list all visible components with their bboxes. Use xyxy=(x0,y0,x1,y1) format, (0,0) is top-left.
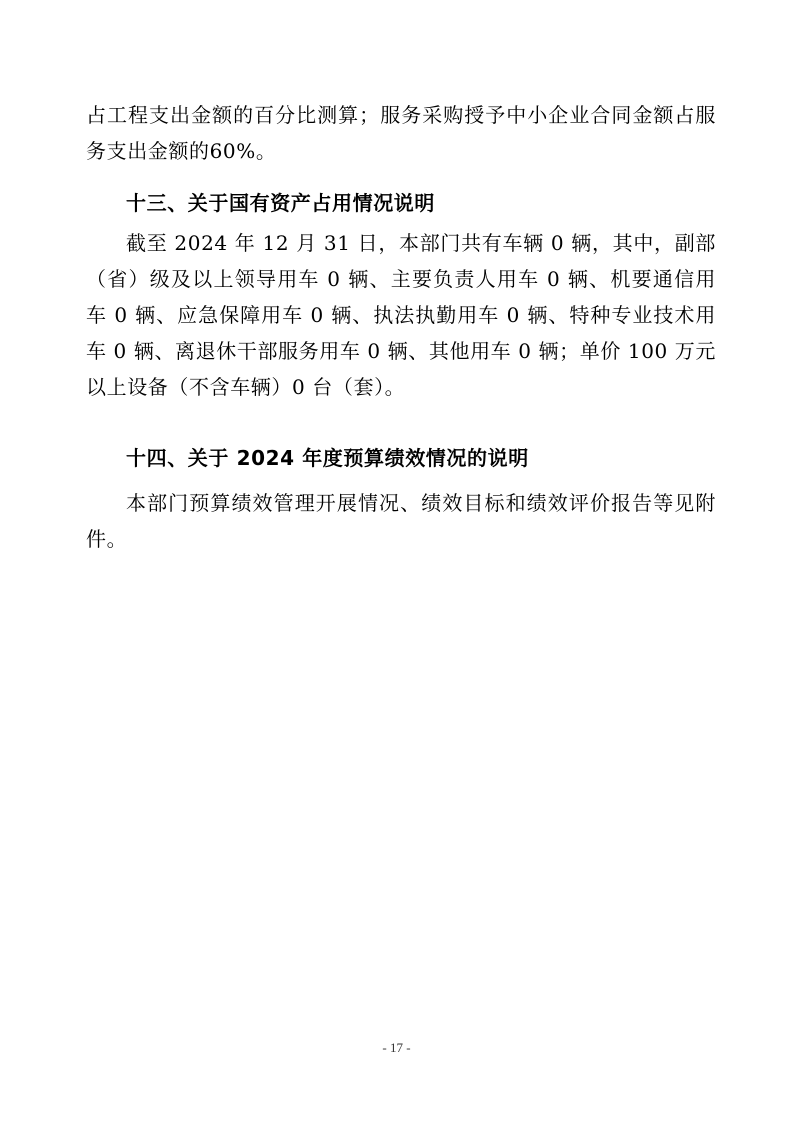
paragraph-performance: 本部门预算绩效管理开展情况、绩效目标和绩效评价报告等见附件。 xyxy=(86,491,716,551)
section-heading-13: 十三、关于国有资产占用情况说明 xyxy=(126,191,435,215)
paragraph-assets: 截至 2024 年 12 月 31 日，本部门共有车辆 0 辆，其中，副部（省）级及以上领导用车 0 辆、主要负责人用车 0 辆、机要通信用车 0 辆、应急保障用车 0 辆、执法执勤用车 0 辆、特种专业技术用车 0 辆、离退休干部服务用车 0 辆、其他用车 0 辆；单价 100 万元以上设备（不含车辆）0 台（套）。 xyxy=(86,231,717,399)
paragraph-continuation: 占工程支出金额的百分比测算；服务采购授予中小企业合同金额占服务支出金额的60%。 xyxy=(86,103,716,163)
page-number: - 17 - xyxy=(382,1040,411,1055)
section-heading-14: 十四、关于 2024 年度预算绩效情况的说明 xyxy=(126,446,529,470)
